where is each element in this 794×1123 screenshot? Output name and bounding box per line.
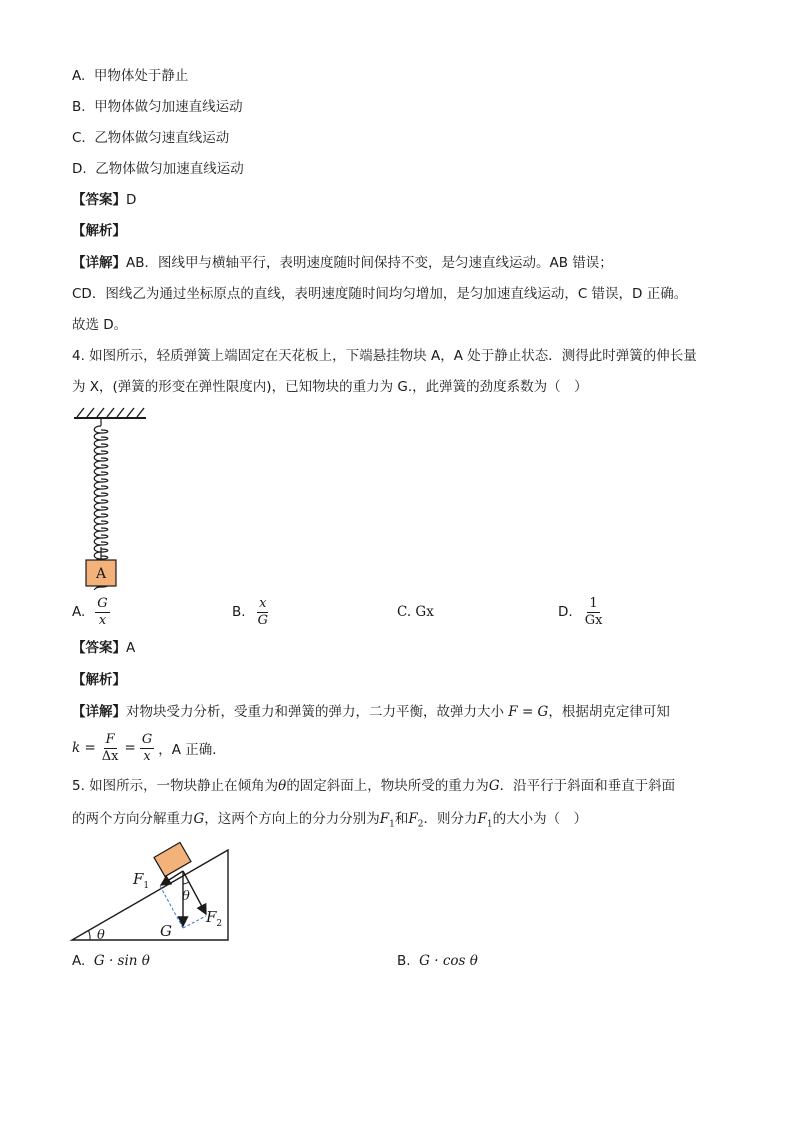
g-symbol: G (488, 778, 500, 794)
analysis-tag: 【解析】 (72, 672, 126, 688)
angle-arc (89, 931, 90, 940)
answer-value: A (126, 640, 136, 656)
q3-option-d (72, 159, 244, 179)
formula-f-equals-g: F = G (508, 704, 549, 720)
denominator: x (143, 748, 151, 764)
subscript: 1 (389, 819, 395, 830)
stem-text: 和 (394, 811, 409, 827)
detail-text: AB．图线甲与横轴平行，表明速度随时间保持不变，是匀速直线运动。AB 错误； (126, 255, 613, 271)
detail-tag: 【详解】 (72, 704, 126, 720)
stem-text: 5. 如图所示，一物块静止在倾角为 (72, 778, 279, 794)
g-symbol: G (193, 811, 205, 827)
option-key: C. (72, 130, 86, 146)
fig-f1-label: $F_1$ (133, 870, 150, 891)
option-text: 乙物体做匀加速直线运动 (95, 161, 244, 177)
q3-option-a (72, 66, 188, 86)
option-key: B. (397, 953, 411, 969)
f-symbol: F (408, 811, 418, 827)
denominator: G (257, 612, 268, 628)
option-key: A. (72, 68, 86, 84)
q4-option-b (232, 592, 270, 632)
numerator: G (97, 595, 108, 611)
q4-stem-line2 (72, 377, 588, 397)
q4-hooke-formula (72, 728, 226, 768)
option-key: B. (232, 604, 246, 620)
q4-analysis (72, 670, 126, 690)
numerator: x (259, 595, 267, 611)
numerator: G (141, 731, 153, 747)
detail-tag: 【详解】 (72, 255, 126, 271)
subscript: 1 (486, 819, 493, 830)
fraction-f-over-dx (100, 732, 121, 765)
q4-option-d (558, 592, 604, 632)
formula-k-equals: k = (72, 740, 96, 756)
q5-stem-line2 (72, 809, 587, 835)
detail-text: 对物块受力分析，受重力和弹簧的弹力，二力平衡，故弹力大小 (126, 704, 509, 720)
fig-theta-label: θ (182, 889, 190, 904)
q4-option-c (397, 592, 434, 632)
q4-detail-line1 (72, 702, 670, 722)
analysis-tag: 【解析】 (72, 223, 126, 239)
fraction-g-over-x (95, 596, 109, 629)
detail-text: ，A 正确． (158, 742, 226, 758)
q3-option-b (72, 97, 243, 117)
option-key: A. (72, 604, 86, 620)
option-formula: G · cos θ (419, 953, 478, 969)
ceiling-hatching (77, 408, 144, 417)
q5-option-a (72, 951, 150, 971)
option-text: C. Gx (397, 604, 434, 620)
dashed-line-2 (183, 916, 206, 928)
stem-text: 4. 如图所示，轻质弹簧上端固定在天花板上，下端悬挂物块 A，A 处于静止状态．测得此时弹簧的伸长量 (72, 348, 697, 364)
conclusion-text: 故选 D。 (72, 317, 128, 333)
q3-analysis (72, 221, 126, 241)
detail-text: CD．图线乙为通过坐标原点的直线，表明速度随时间均匀增加，是匀加速直线运动，C 错误，D 正确。 (72, 286, 688, 302)
stem-text: ．沿平行于斜面和垂直于斜面 (499, 778, 676, 794)
q3-answer (72, 190, 136, 210)
fig-f2-label: $F_2$ (206, 908, 223, 929)
q5-option-b (397, 951, 478, 971)
option-formula: G · sin θ (93, 953, 150, 969)
theta-arc-small (183, 882, 189, 884)
q4-stem-line1 (72, 346, 697, 366)
option-key: D. (72, 161, 87, 177)
subscript: 2 (417, 819, 424, 830)
spring-figure (68, 404, 154, 590)
option-text: 甲物体做匀加速直线运动 (94, 99, 243, 115)
answer-tag: 【答案】 (72, 640, 126, 656)
stem-text: ，这两个方向上的分力分别为 (204, 811, 380, 827)
stem-text: ．则分力 (423, 811, 478, 827)
incline-theta-label: θ (97, 928, 105, 943)
stem-text: 的固定斜面上，物块所受的重力为 (286, 778, 489, 794)
equals-sign: = (124, 740, 136, 756)
denominator: Gx (584, 612, 603, 628)
incline-triangle (72, 850, 228, 940)
numerator: 1 (589, 595, 598, 611)
q3-option-c (72, 128, 229, 148)
fig-g-label: G (160, 922, 172, 940)
theta-symbol: θ (278, 778, 287, 794)
option-key: B. (72, 99, 86, 115)
q5-stem-line1 (72, 776, 675, 796)
block-on-incline (154, 842, 191, 876)
option-key: D. (558, 604, 573, 620)
option-text: 甲物体处于静止 (93, 68, 189, 84)
fraction-g-over-x (140, 732, 154, 765)
q4-answer (72, 638, 135, 658)
q3-detail-line2 (72, 284, 687, 304)
fraction-x-over-g (256, 596, 270, 629)
f-symbol: F (379, 811, 390, 827)
q3-detail-line1 (72, 253, 613, 273)
stem-text: 的两个方向分解重力 (72, 811, 194, 827)
fraction-1-over-gx (583, 596, 605, 629)
incline-figure (66, 840, 246, 950)
block-a-label: A (95, 566, 107, 582)
f-symbol: F (477, 811, 487, 827)
q3-conclusion (72, 315, 127, 335)
denominator: Δx (101, 748, 119, 764)
option-key: A. (72, 953, 86, 969)
answer-tag: 【答案】 (72, 192, 126, 208)
option-text: 乙物体做匀速直线运动 (94, 130, 230, 146)
answer-value: D (126, 192, 137, 208)
denominator: x (98, 612, 107, 628)
detail-text: ，根据胡克定律可知 (548, 704, 670, 720)
stem-text: 的大小为（ ） (492, 811, 588, 827)
numerator: F (105, 731, 115, 747)
stem-text: 为 X，(弹簧的形变在弹性限度内)，已知物块的重力为 G.，此弹簧的劲度系数为（ ） (72, 379, 588, 395)
q4-option-a (72, 592, 110, 632)
